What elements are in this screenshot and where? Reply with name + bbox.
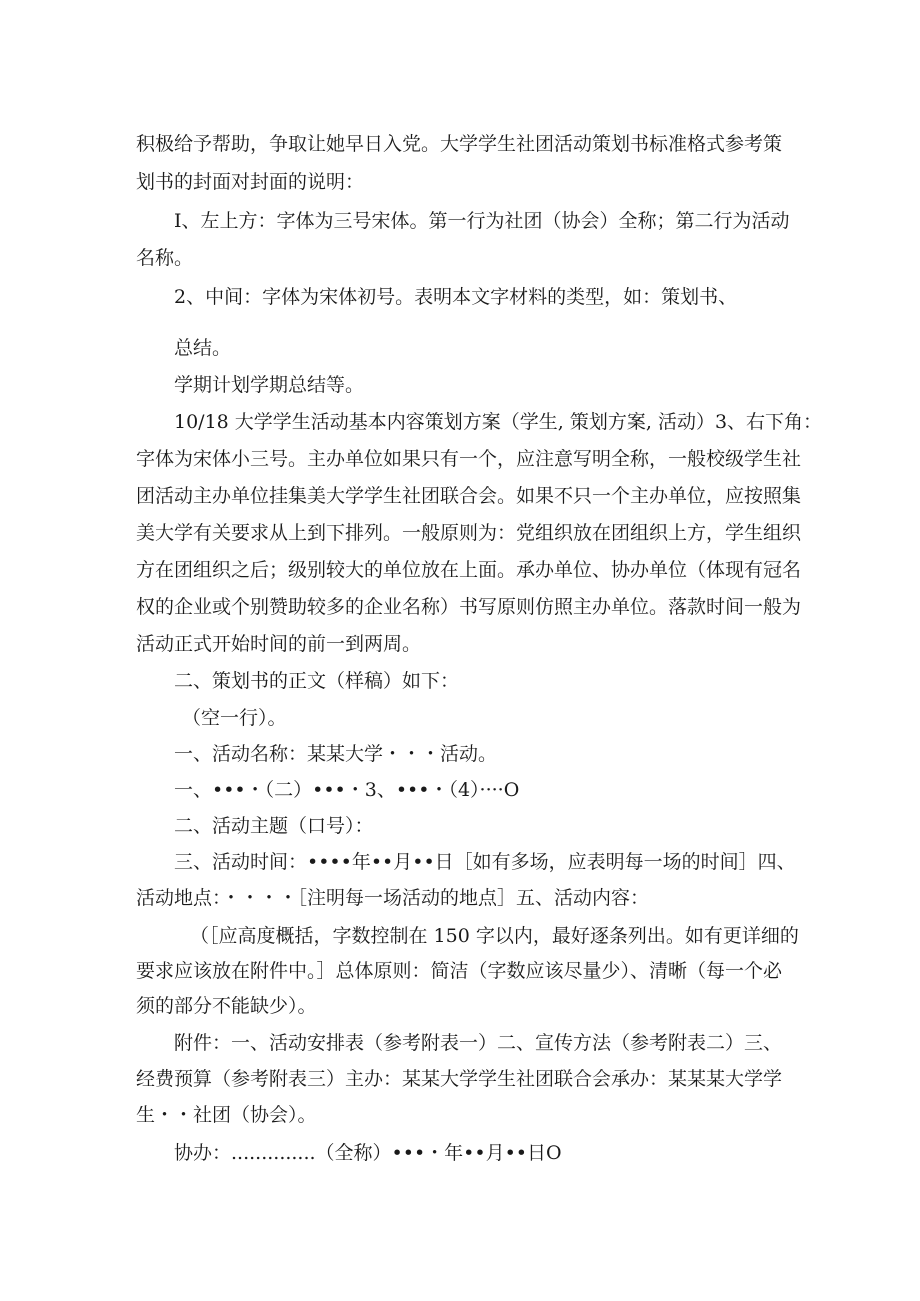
text-line: 经费预算（参考附表三）主办：某某大学学生社团联合会承办：某某某大学学 (136, 1068, 783, 1090)
text-line: 2、中间：字体为宋体初号。表明本文字材料的类型，如：策划书、 (174, 286, 738, 308)
text-line: 一、活动名称：某某大学・・・活动。 (174, 743, 498, 765)
text-line: 划书的封面对封面的说明： (136, 171, 365, 193)
text-line: 一、•••・（二）•••・3、•••・（4）····O (174, 779, 520, 801)
text-line: 二、策划书的正文（样稿）如下： (174, 670, 460, 692)
text-line: 方在团组织之后；级别较大的单位放在上面。承办单位、协办单位（体现有冠名 (136, 559, 802, 581)
text-line: 总结。 (174, 337, 232, 359)
text-line: 团活动主办单位挂集美大学学生社团联合会。如果不只一个主办单位，应按照集 (136, 485, 802, 507)
text-line: （［应高度概括，字数控制在 150 字以内，最好逐条列出。如有更详细的 (190, 925, 799, 947)
text-line: I、左上方：字体为三号宋体。第一行为社团（协会）全称；第二行为活动 (174, 210, 790, 232)
text-line: 字体为宋体小三号。主办单位如果只有一个，应注意写明全称，一般校级学生社 (136, 448, 802, 470)
text-line: 活动正式开始时间的前一到两周。 (136, 633, 422, 655)
text-line: 权的企业或个别赞助较多的企业名称）书写原则仿照主办单位。落款时间一般为 (136, 596, 802, 618)
text-line: 学期计划学期总结等。 (174, 374, 365, 396)
text-line: 活动地点：・・・・［注明每一场活动的地点］五、活动内容： (136, 887, 650, 909)
text-line: 须的部分不能缺少）。 (136, 995, 317, 1017)
text-line: （空一行）。 (182, 707, 287, 729)
text-line: 名称。 (136, 247, 194, 269)
text-line: 协办：..............（全称）•••・年••月••日O (174, 1142, 562, 1164)
text-line: 要求应该放在附件中。］总体原则：简洁（字数应该尽量少）、清晰（每一个必 (136, 960, 783, 982)
text-line: 10/18 大学学生活动基本内容策划方案（学生, 策划方案, 活动）3、右下角： (174, 411, 823, 433)
text-line: 二、活动主题（口号）： (174, 815, 374, 837)
text-line: 美大学有关要求从上到下排列。一般原则为：党组织放在团组织上方，学生组织 (136, 522, 802, 544)
text-line: 生・・社团（协会）。 (136, 1104, 317, 1126)
text-line: 三、活动时间：••••年••月••日［如有多场，应表明每一场的时间］四、 (174, 851, 796, 873)
text-line: 附件：一、活动安排表（参考附表一）二、宣传方法（参考附表二）三、 (174, 1032, 783, 1054)
text-line: 积极给予帮助，争取让她早日入党。大学学生社团活动策划书标准格式参考策 (136, 133, 783, 155)
